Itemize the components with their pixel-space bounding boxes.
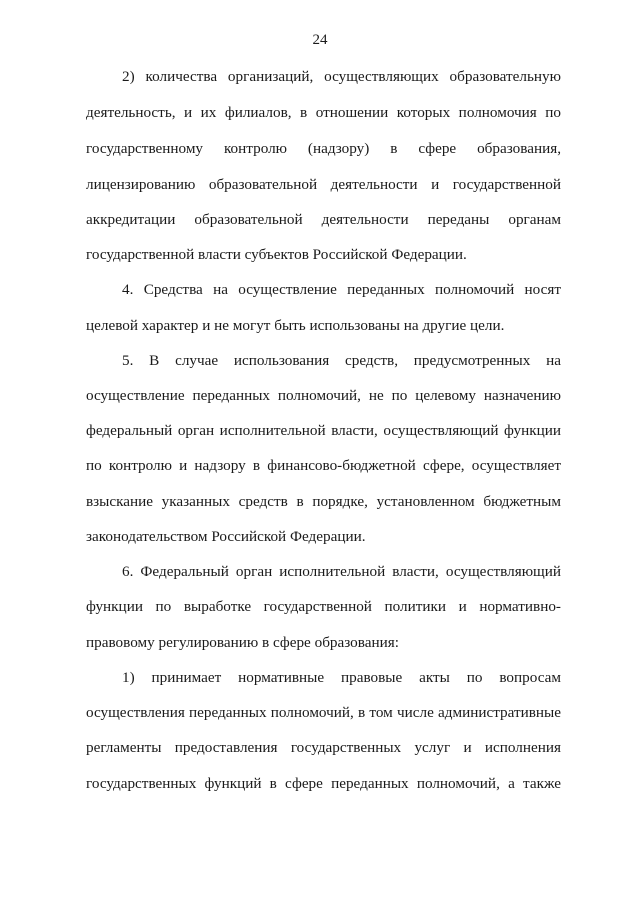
- text-line: аккредитации образовательной деятельности переданы органам: [86, 211, 561, 228]
- text-line: 4. Средства на осуществление переданных полномочий носят: [122, 281, 561, 298]
- text-line: деятельность, и их филиалов, в отношении которых полномочия по: [86, 104, 561, 121]
- text-line: функции по выработке государственной политики и нормативно-: [86, 598, 561, 615]
- text-line: регламенты предоставления государственных услуг и исполнения: [86, 739, 561, 756]
- page-number: 24: [312, 32, 328, 48]
- text-line: правовому регулированию в сфере образования:: [86, 634, 399, 651]
- text-line: по контролю и надзору в финансово-бюджетной сфере, осуществляет: [86, 457, 561, 474]
- text-line: осуществления переданных полномочий, в том числе административные: [86, 704, 561, 721]
- text-line: взыскание указанных средств в порядке, установленном бюджетным: [86, 493, 561, 510]
- text-line: федеральный орган исполнительной власти, осуществляющий функции: [86, 422, 561, 439]
- text-line: государственных функций в сфере переданных полномочий, а также: [86, 775, 561, 792]
- text-line: 5. В случае использования средств, предусмотренных на: [122, 352, 561, 369]
- text-line: законодательством Российской Федерации.: [86, 528, 366, 545]
- text-line: осуществление переданных полномочий, не по целевому назначению: [86, 387, 561, 404]
- text-line: целевой характер и не могут быть использованы на другие цели.: [86, 317, 505, 334]
- text-line: 2) количества организаций, осуществляющих образовательную: [122, 68, 561, 85]
- text-line: 6. Федеральный орган исполнительной власти, осуществляющий: [122, 563, 561, 580]
- text-line: государственному контролю (надзору) в сфере образования,: [86, 140, 561, 157]
- text-line: 1) принимает нормативные правовые акты по вопросам: [122, 669, 561, 686]
- text-line: лицензированию образовательной деятельности и государственной: [86, 176, 561, 193]
- text-line: государственной власти субъектов Российской Федерации.: [86, 246, 467, 263]
